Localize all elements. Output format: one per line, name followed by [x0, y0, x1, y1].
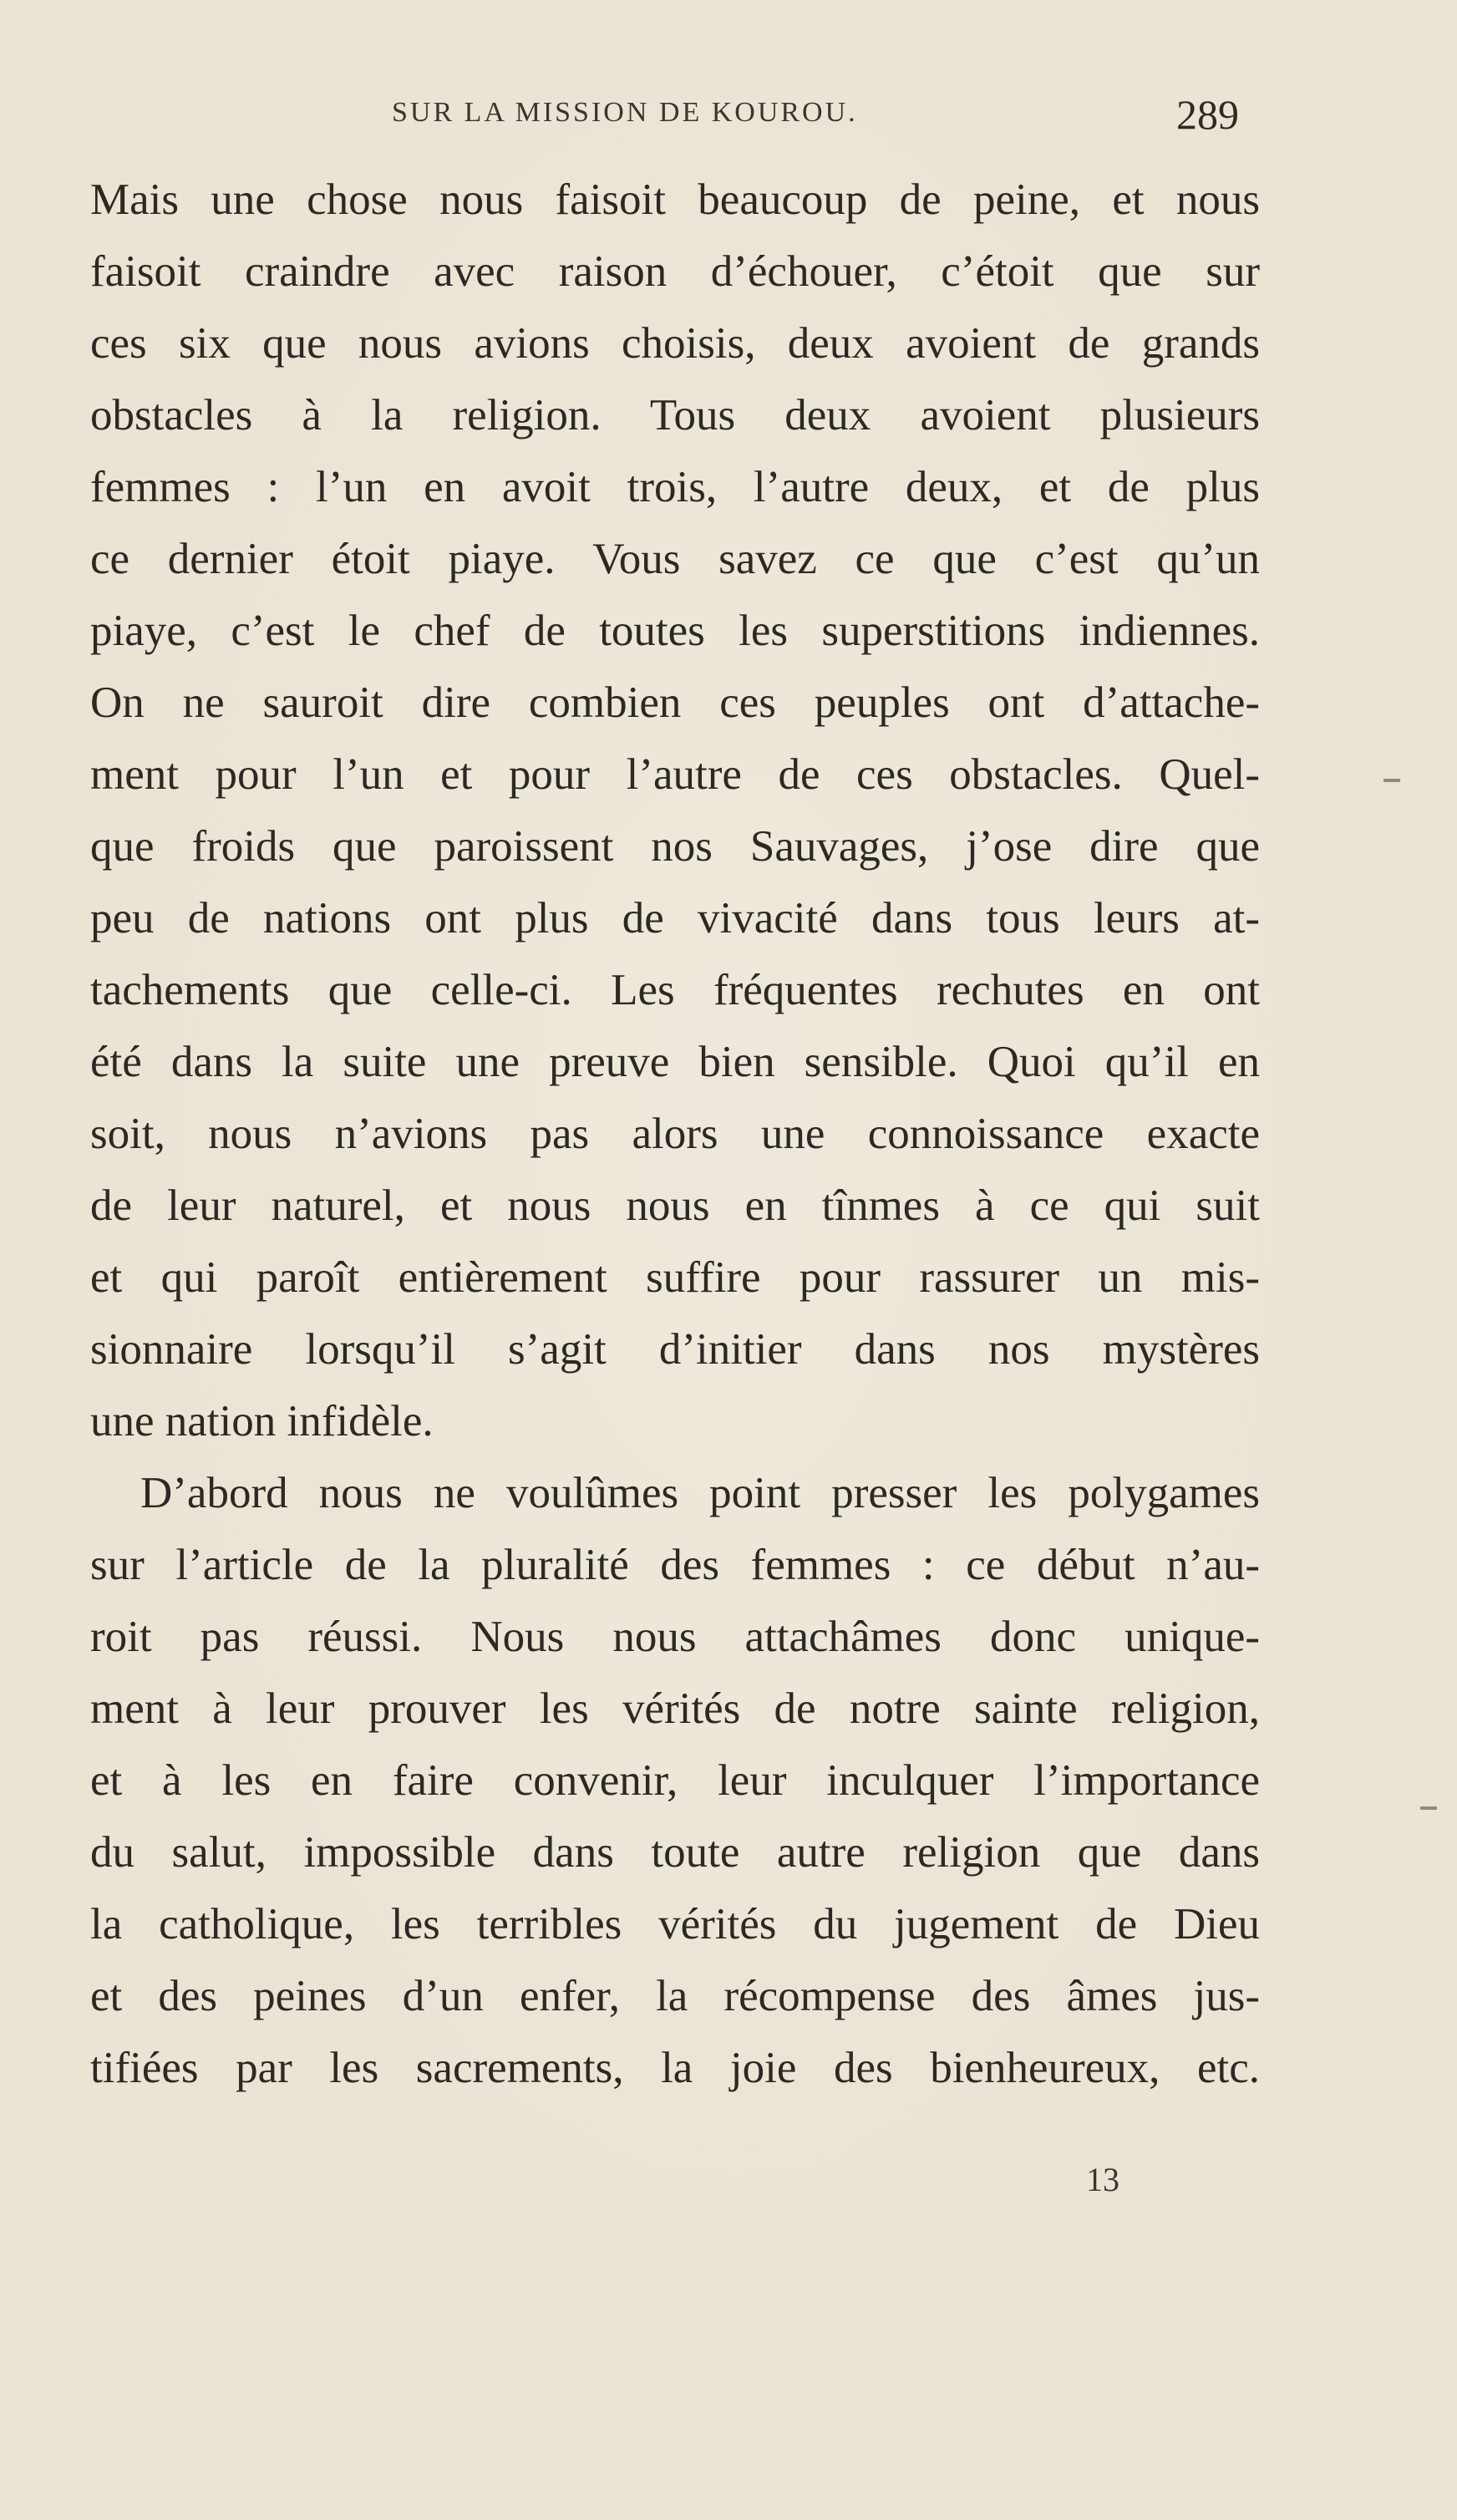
- text-line: tachements que celle-ci. Les fréquentes rechutes en ont: [90, 966, 1260, 1014]
- text-line: tifiées par les sacrements, la joie des bienheureux, etc.: [90, 2044, 1260, 2092]
- text-line: du salut, impossible dans toute autre religion que dans: [90, 1828, 1260, 1877]
- text-line: été dans la suite une preuve bien sensible. Quoi qu’il en: [90, 1038, 1260, 1086]
- text-line: peu de nations ont plus de vivacité dans tous leurs at-: [90, 894, 1260, 942]
- text-line: et qui paroît entièrement suffire pour rassurer un mis-: [90, 1253, 1260, 1302]
- text-line: obstacles à la religion. Tous deux avoient plusieurs: [90, 391, 1260, 439]
- page-number: 289: [1176, 91, 1239, 138]
- text-line: faisoit craindre avec raison d’échouer, c’étoit que sur: [90, 247, 1260, 296]
- running-title: SUR LA MISSION DE KOUROU.: [392, 97, 858, 128]
- text-line: et des peines d’un enfer, la récompense des âmes jus-: [90, 1972, 1260, 2020]
- text-line: ces six que nous avions choisis, deux avoient de grands: [90, 319, 1260, 368]
- margin-dash: [1383, 779, 1400, 782]
- text-line: femmes : l’un en avoit trois, l’autre deux, et de plus: [90, 463, 1260, 511]
- text-line: la catholique, les terribles vérités du jugement de Dieu: [90, 1900, 1260, 1948]
- paragraph-start-line: D’abord nous ne voulûmes point presser les polygames: [140, 1469, 1260, 1517]
- text-line: sionnaire lorsqu’il s’agit d’initier dans nos mystères: [90, 1325, 1260, 1374]
- text-line: piaye, c’est le chef de toutes les superstitions indiennes.: [90, 607, 1260, 655]
- paragraph-end-line: une nation infidèle.: [90, 1397, 434, 1445]
- running-head: [0, 90, 1457, 140]
- signature-mark: 13: [1086, 2161, 1119, 2198]
- margin-dash: [1420, 1806, 1437, 1810]
- text-line: ce dernier étoit piaye. Vous savez ce que c’est qu’un: [90, 535, 1260, 583]
- text-line: On ne sauroit dire combien ces peuples ont d’attache-: [90, 678, 1260, 727]
- text-line: de leur naturel, et nous nous en tînmes à ce qui suit: [90, 1181, 1260, 1230]
- body-text: [90, 164, 1260, 2104]
- text-line: ment à leur prouver les vérités de notre sainte religion,: [90, 1684, 1260, 1733]
- text-line: soit, nous n’avions pas alors une connoissance exacte: [90, 1110, 1260, 1158]
- text-line: Mais une chose nous faisoit beaucoup de peine, et nous: [90, 175, 1260, 224]
- text-line: que froids que paroissent nos Sauvages, j’ose dire que: [90, 822, 1260, 871]
- text-line: et à les en faire convenir, leur inculquer l’importance: [90, 1756, 1260, 1805]
- text-line: roit pas réussi. Nous nous attachâmes donc unique-: [90, 1613, 1260, 1661]
- text-line: sur l’article de la pluralité des femmes : ce début n’au-: [90, 1541, 1260, 1589]
- text-line: ment pour l’un et pour l’autre de ces obstacles. Quel-: [90, 750, 1260, 799]
